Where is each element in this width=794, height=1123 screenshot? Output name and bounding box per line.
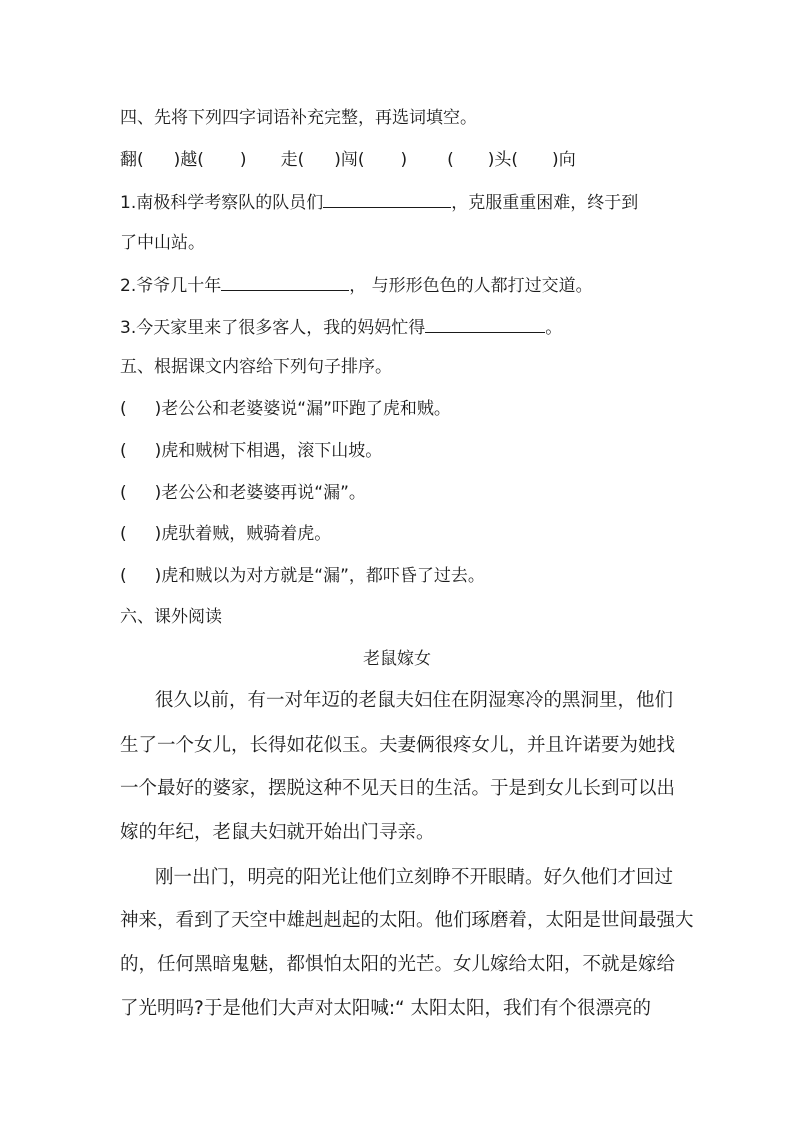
order-item: [120, 523, 685, 545]
question-3-text: 3.今天家里来了很多客人，我的妈妈忙得: [120, 318, 426, 338]
paren-open-5: (: [447, 150, 454, 170]
question-2-blank[interactable]: [221, 274, 349, 291]
paren-open: (: [120, 524, 127, 544]
paren-open-2: (: [197, 150, 204, 170]
story-line: 一个最好的婆家，摆脱这种不见天日的生活。于是到女儿长到可以出: [120, 778, 676, 799]
char-6: 向: [558, 150, 576, 170]
story-line: 很久以前，有一对年迈的老鼠夫妇住在阴湿寒冷的黑洞里，他们: [155, 690, 674, 711]
question-1: [120, 191, 685, 214]
paren-open: (: [120, 566, 127, 586]
paren-close: ): [154, 399, 162, 419]
question-3-blank[interactable]: [425, 316, 545, 333]
question-2-text-after: ， 与形形色色的人都打过交道。: [349, 276, 593, 296]
story-line: 生了一个女儿，长得如花似玉。夫妻俩很疼女儿，并且许诺要为她找: [120, 735, 676, 756]
question-3: [120, 316, 685, 339]
paren-close: ): [154, 524, 162, 544]
paren-open: (: [120, 441, 127, 461]
order-item: [120, 398, 685, 420]
question-2: [120, 274, 685, 297]
paren-close: ): [154, 566, 162, 586]
question-2-text: 2.爷爷几十年: [120, 276, 222, 296]
story-title: 老鼠嫁女: [363, 649, 431, 669]
paren-open-6: (: [511, 150, 519, 170]
section6-heading: 六、课外阅读: [120, 607, 222, 627]
order-item: [120, 482, 685, 504]
paren-close-3: ): [334, 150, 341, 170]
char-3: 走: [280, 150, 298, 170]
paren-close: ): [154, 441, 162, 461]
paren-close-6: ): [552, 150, 559, 170]
order-item-text: 虎驮着贼，贼骑着虎。: [161, 524, 332, 544]
question-3-text-after: 。: [545, 318, 563, 338]
order-item-text: 虎和贼以为对方就是“漏”，都吓昏了过去。: [161, 566, 485, 586]
paren-open: (: [120, 483, 127, 503]
word-fill-line: [120, 149, 685, 171]
story-line: 的，任何黑暗鬼魅，都惧怕太阳的光芒。女儿嫁给太阳，不就是嫁给: [120, 954, 676, 975]
paren-open-4: (: [357, 150, 365, 170]
paren-open-1: (: [137, 150, 144, 170]
order-item-text: 老公公和老婆婆说“漏”吓跑了虎和贼。: [161, 399, 451, 419]
char-1: 翻: [120, 150, 137, 170]
story-line: 刚一出门，明亮的阳光让他们立刻睁不开眼睛。好久他们才回过: [155, 867, 674, 888]
question-1-continued: 了中山站。: [120, 233, 205, 253]
paren-close-1: ): [173, 150, 181, 170]
story-line: 了光明吗?于是他们大声对太阳喊:“ 太阳太阳，我们有个很漂亮的: [120, 998, 652, 1019]
question-1-text-after: ，克服重重困难，终于到: [451, 193, 639, 213]
section4-heading: 四、先将下列四字词语补充完整，再选词填空。: [120, 108, 477, 128]
paren-open-3: (: [297, 150, 305, 170]
story-line: 神来，看到了天空中雄赳赳起的太阳。他们琢磨着，太阳是世间最强大: [120, 910, 694, 931]
order-item-text: 老公公和老婆婆再说“漏”。: [161, 483, 366, 503]
section5-heading: 五、根据课文内容给下列句子排序。: [120, 357, 392, 377]
order-item-text: 虎和贼树下相遇，滚下山坡。: [161, 441, 383, 461]
paren-close: ): [154, 483, 162, 503]
char-4: 闯: [340, 150, 358, 170]
question-1-blank[interactable]: [323, 191, 451, 208]
paren-close-4: ): [400, 150, 408, 170]
story-line: 嫁的年纪，老鼠夫妇就开始出门寻亲。: [120, 822, 435, 843]
char-5: 头: [494, 150, 512, 170]
paren-open: (: [120, 399, 127, 419]
paren-close-5: ): [487, 150, 495, 170]
char-2: 越: [180, 150, 198, 170]
order-item: [120, 440, 685, 462]
paren-close-2: ): [239, 150, 247, 170]
order-item: [120, 565, 685, 587]
question-1-text: 1.南极科学考察队的队员们: [120, 193, 324, 213]
